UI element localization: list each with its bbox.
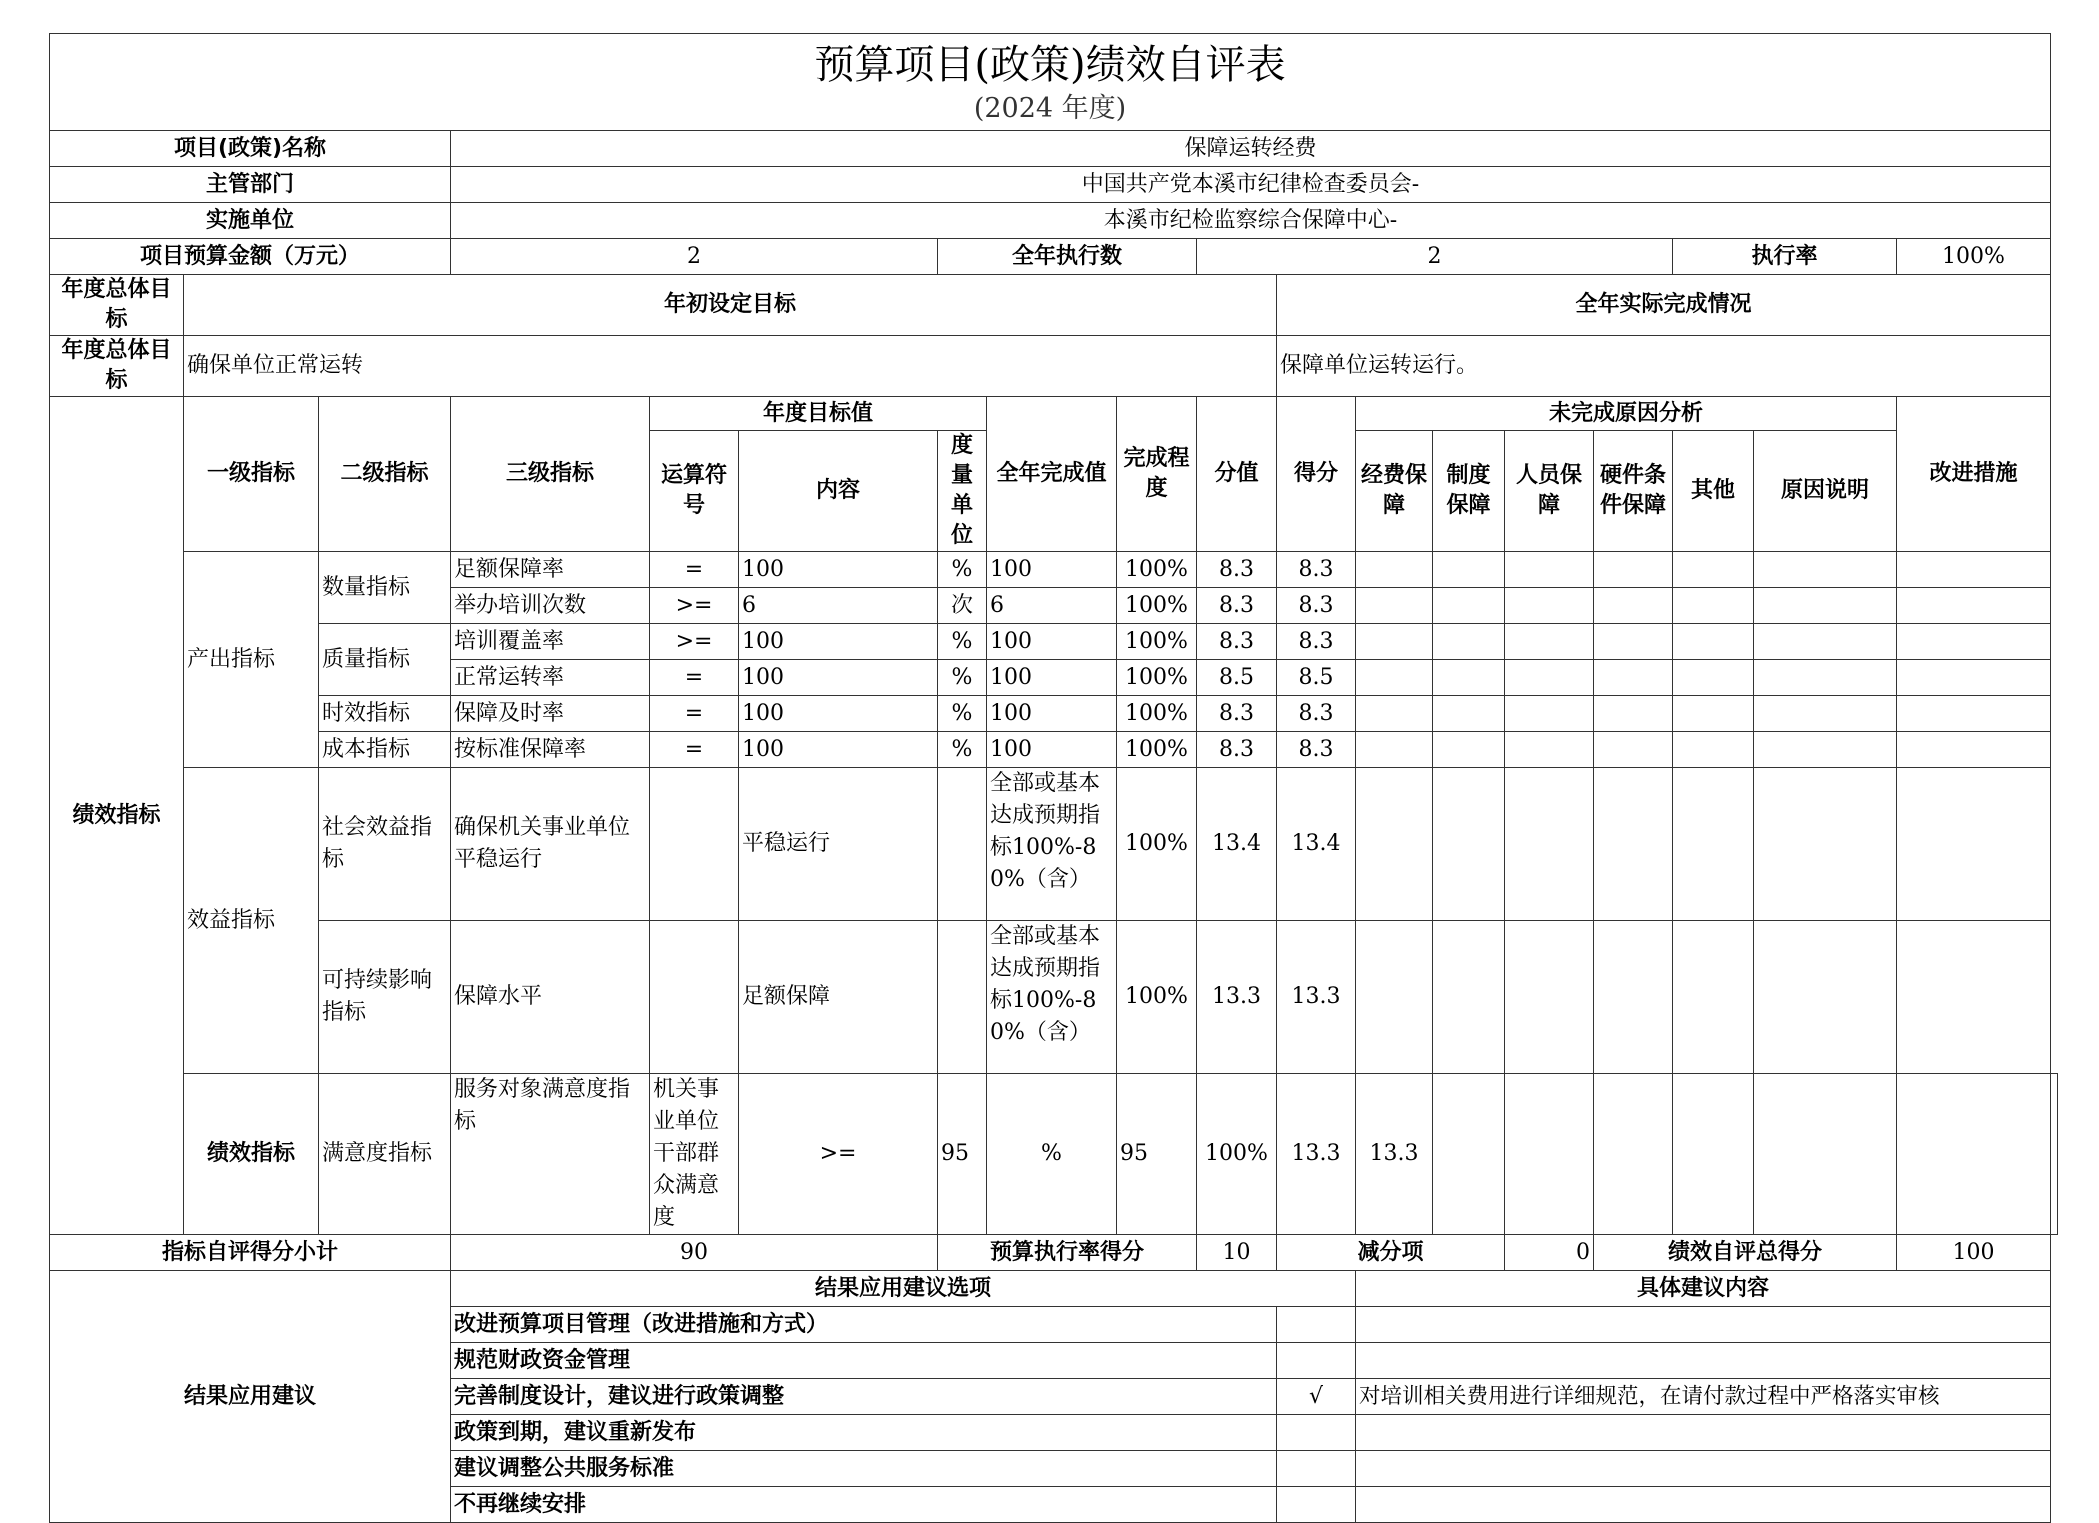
- suggestion-option: 规范财政资金管理: [451, 1343, 1277, 1379]
- reason-cell: [1505, 660, 1594, 696]
- reason-cell: [1505, 552, 1594, 588]
- lvl3-cell: 培训覆盖率: [451, 624, 650, 660]
- degree-cell: 100%: [1117, 624, 1197, 660]
- reason-funding-header: 经费保障: [1356, 431, 1433, 552]
- op-cell: >=: [650, 624, 739, 660]
- content-cell: 足额保障: [739, 921, 938, 1074]
- reason-cell: [1433, 1074, 1505, 1235]
- suggestion-check[interactable]: [1277, 1415, 1356, 1451]
- initial-goal-header: 年初设定目标: [184, 275, 1277, 336]
- lvl3-cell: 机关事业单位干部群众满意度: [650, 1074, 739, 1235]
- budget-score-label: 预算执行率得分: [938, 1235, 1197, 1271]
- reason-cell: [1594, 768, 1673, 921]
- reason-cell: [1754, 660, 1897, 696]
- table-row: [50, 624, 2058, 660]
- got-cell: 8.3: [1277, 732, 1356, 768]
- suggestion-detail: [1356, 1451, 2051, 1487]
- unit-cell: %: [938, 552, 987, 588]
- reason-system-header: 制度保障: [1433, 431, 1505, 552]
- initial-goal-value: 确保单位正常运转: [184, 336, 1277, 397]
- lvl1-header: 一级指标: [184, 397, 319, 552]
- actual-cell: 100: [987, 552, 1117, 588]
- indicator-header-row-1: [50, 397, 2058, 431]
- reason-cell: [1356, 624, 1433, 660]
- reason-cell: [1505, 588, 1594, 624]
- lvl1-cell: 效益指标: [184, 768, 319, 1074]
- reason-cell: [1433, 696, 1505, 732]
- suggestion-option: 不再继续安排: [451, 1487, 1277, 1523]
- got-cell: 8.5: [1277, 660, 1356, 696]
- title-cell: [50, 34, 2051, 131]
- evaluation-sheet: [49, 33, 2058, 1523]
- suggestion-check[interactable]: [1277, 1451, 1356, 1487]
- op-cell: =: [650, 552, 739, 588]
- suggestion-header-row: [50, 1271, 2058, 1307]
- suggestion-option: 政策到期，建议重新发布: [451, 1415, 1277, 1451]
- perf-indicator-label: 绩效指标: [50, 397, 184, 1235]
- unit-cell: [938, 921, 987, 1074]
- reason-cell: [1754, 1074, 1897, 1235]
- evaluation-table: [49, 33, 2058, 1523]
- exec-value: 2: [1197, 239, 1673, 275]
- suggestion-check[interactable]: [1277, 1487, 1356, 1523]
- reason-cell: [1754, 732, 1897, 768]
- reason-cell: [1594, 624, 1673, 660]
- score-cell: 8.3: [1197, 624, 1277, 660]
- reason-hardware-header: 硬件条件保障: [1594, 431, 1673, 552]
- reason-cell: [1433, 624, 1505, 660]
- reason-cell: [1356, 921, 1433, 1074]
- score-header: 分值: [1197, 397, 1277, 552]
- degree-header: 完成程度: [1117, 397, 1197, 552]
- deduct-label: 减分项: [1277, 1235, 1505, 1271]
- degree-cell: 100%: [1117, 552, 1197, 588]
- actual-cell: 100: [987, 696, 1117, 732]
- op-cell: =: [650, 696, 739, 732]
- reason-cell: [1433, 588, 1505, 624]
- reason-cell: [1673, 921, 1754, 1074]
- subtotal-label: 指标自评得分小计: [50, 1235, 451, 1271]
- suggestion-detail: [1356, 1487, 2051, 1523]
- got-cell: 8.3: [1277, 624, 1356, 660]
- unit-cell: %: [938, 732, 987, 768]
- table-row: [50, 921, 2058, 1074]
- goal-value-row: [50, 336, 2058, 397]
- perf-indicator-label-2: 绩效指标: [184, 1074, 319, 1235]
- actual-header: 全年完成值: [987, 397, 1117, 552]
- op-cell: [650, 768, 739, 921]
- suggestion-detail: [1356, 1415, 2051, 1451]
- op-header: 运算符号: [650, 431, 739, 552]
- goal-header-row: [50, 275, 2058, 336]
- reason-cell: [1673, 624, 1754, 660]
- content-cell: 100: [739, 624, 938, 660]
- actual-cell: 100: [987, 732, 1117, 768]
- goal-label-2: 年度总体目标: [50, 336, 184, 397]
- actual-cell: [987, 768, 1117, 921]
- page-title: 预算项目(政策)绩效自评表: [814, 42, 1286, 88]
- reason-cell: [1356, 696, 1433, 732]
- budget-score-value: 10: [1197, 1235, 1277, 1271]
- improve-cell: [1897, 660, 2051, 696]
- project-name-label: 项目(政策)名称: [50, 131, 451, 167]
- lvl2-header: 二级指标: [319, 397, 451, 552]
- content-cell: 100: [739, 660, 938, 696]
- improve-cell: [1897, 921, 2051, 1074]
- lvl2-cell: 成本指标: [319, 732, 451, 768]
- actual-cell: 100: [987, 660, 1117, 696]
- reason-cell: [1594, 696, 1673, 732]
- info-row-name: [50, 131, 2058, 167]
- reason-staff-header: 人员保障: [1505, 431, 1594, 552]
- suggestion-options-header: 结果应用建议选项: [451, 1271, 1356, 1307]
- degree-cell: 100%: [1117, 696, 1197, 732]
- actual-cell: 95: [1117, 1074, 1197, 1235]
- reason-cell: [1433, 921, 1505, 1074]
- reason-cell: [1594, 660, 1673, 696]
- lvl3-header: 三级指标: [451, 397, 650, 552]
- improve-header: 改进措施: [1897, 397, 2051, 552]
- content-header: 内容: [739, 431, 938, 552]
- actual-cell: 100: [987, 624, 1117, 660]
- lvl3-cell: 保障及时率: [451, 696, 650, 732]
- content-cell: 100: [739, 696, 938, 732]
- lvl3-cell: 按标准保障率: [451, 732, 650, 768]
- lvl1-cell: 产出指标: [184, 552, 319, 768]
- op-cell: =: [650, 732, 739, 768]
- page-subtitle: (2024 年度): [973, 93, 1127, 124]
- reason-cell: [1505, 624, 1594, 660]
- reason-cell: [1673, 552, 1754, 588]
- content-cell: 平稳运行: [739, 768, 938, 921]
- improve-cell: [1897, 696, 2051, 732]
- reason-cell: [1505, 696, 1594, 732]
- unit-header: 度量单位: [938, 431, 987, 552]
- op-cell: [650, 921, 739, 1074]
- rate-value: 100%: [1897, 239, 2051, 275]
- info-row-unit: [50, 203, 2058, 239]
- suggestion-check[interactable]: [1277, 1343, 1356, 1379]
- suggestion-check[interactable]: [1277, 1307, 1356, 1343]
- reason-cell: [1594, 732, 1673, 768]
- op-cell: =: [650, 660, 739, 696]
- content-cell: 100: [739, 732, 938, 768]
- improve-cell: [1897, 588, 2051, 624]
- dept-value: 中国共产党本溪市纪律检查委员会-: [451, 167, 2051, 203]
- unit-cell: %: [987, 1074, 1117, 1235]
- lvl3-cell: 举办培训次数: [451, 588, 650, 624]
- degree-cell: 100%: [1197, 1074, 1277, 1235]
- unit-label: 实施单位: [50, 203, 451, 239]
- budget-label: 项目预算金额（万元）: [50, 239, 451, 275]
- lvl3-cell: 正常运转率: [451, 660, 650, 696]
- got-header: 得分: [1277, 397, 1356, 552]
- suggestion-detail: [1356, 1343, 2051, 1379]
- table-row: [50, 732, 2058, 768]
- score-cell: 8.3: [1197, 588, 1277, 624]
- suggestion-option: 建议调整公共服务标准: [451, 1451, 1277, 1487]
- goal-label-1: 年度总体目标: [50, 275, 184, 336]
- reason-cell: [1433, 660, 1505, 696]
- reason-cell: [1505, 768, 1594, 921]
- table-row: [50, 696, 2058, 732]
- rate-label: 执行率: [1673, 239, 1897, 275]
- score-cell: 8.5: [1197, 660, 1277, 696]
- reason-cell: [1673, 1074, 1754, 1235]
- actual-goal-value: 保障单位运转运行。: [1277, 336, 2051, 397]
- op-cell: >=: [739, 1074, 938, 1235]
- suggestion-option: 完善制度设计，建议进行政策调整: [451, 1379, 1277, 1415]
- table-row: [50, 552, 2058, 588]
- reason-cell: [1897, 1074, 2051, 1235]
- reason-cell: [1505, 921, 1594, 1074]
- reason-cell: [1754, 921, 1897, 1074]
- lvl2-text: 服务对象满意度指标: [454, 1077, 631, 1134]
- suggestion-detail: [1356, 1307, 2051, 1343]
- actual-goal-header: 全年实际完成情况: [1277, 275, 2051, 336]
- unit-value: 本溪市纪检监察综合保障中心-: [451, 203, 2051, 239]
- improve-cell: [2051, 1074, 2058, 1235]
- actual-text: 全部或基本达成预期指标100%-80%（含）: [990, 771, 1101, 892]
- reason-cell: [1754, 768, 1897, 921]
- reason-cell: [1433, 732, 1505, 768]
- unit-cell: %: [938, 624, 987, 660]
- score-cell: 13.3: [1197, 921, 1277, 1074]
- budget-value: 2: [451, 239, 938, 275]
- score-cell: 8.3: [1197, 732, 1277, 768]
- suggestion-detail: 对培训相关费用进行详细规范，在请付款过程中严格落实审核: [1356, 1379, 2051, 1415]
- degree-cell: 100%: [1117, 660, 1197, 696]
- content-cell: 100: [739, 552, 938, 588]
- op-cell: >=: [650, 588, 739, 624]
- unit-cell: %: [938, 696, 987, 732]
- reason-cell: [1673, 696, 1754, 732]
- table-row: [50, 1074, 2058, 1235]
- score-cell: 8.3: [1197, 696, 1277, 732]
- content-cell: 95: [938, 1074, 987, 1235]
- got-cell: 13.4: [1277, 768, 1356, 921]
- score-cell: 8.3: [1197, 552, 1277, 588]
- unit-cell: %: [938, 660, 987, 696]
- reason-cell: [1433, 768, 1505, 921]
- reason-note-header: 原因说明: [1754, 431, 1897, 552]
- reason-cell: [1433, 552, 1505, 588]
- reason-cell: [1505, 1074, 1594, 1235]
- exec-label: 全年执行数: [938, 239, 1197, 275]
- info-row-dept: [50, 167, 2058, 203]
- reason-cell: [1594, 921, 1673, 1074]
- got-cell: 13.3: [1277, 921, 1356, 1074]
- reason-cell: [1754, 588, 1897, 624]
- reason-cell: [1673, 588, 1754, 624]
- reason-cell: [1356, 660, 1433, 696]
- deduct-value: 0: [1505, 1235, 1594, 1271]
- dept-label: 主管部门: [50, 167, 451, 203]
- suggestion-label: 结果应用建议: [50, 1271, 451, 1523]
- reason-cell: [1673, 660, 1754, 696]
- reason-cell: [1673, 732, 1754, 768]
- reason-cell: [1594, 1074, 1673, 1235]
- reason-cell: [1356, 588, 1433, 624]
- lvl3-cell: 足额保障率: [451, 552, 650, 588]
- lvl2-cell: 质量指标: [319, 624, 451, 696]
- unit-cell: [938, 768, 987, 921]
- improve-cell: [1897, 732, 2051, 768]
- reason-cell: [1356, 552, 1433, 588]
- lvl3-cell: 保障水平: [451, 921, 650, 1074]
- degree-cell: 100%: [1117, 921, 1197, 1074]
- lvl2-cell: 社会效益指标: [319, 768, 451, 921]
- info-row-budget: [50, 239, 2058, 275]
- reason-cell: [1754, 552, 1897, 588]
- totals-row: [50, 1235, 2058, 1271]
- reason-other-header: 其他: [1673, 431, 1754, 552]
- degree-cell: 100%: [1117, 588, 1197, 624]
- suggestion-option: 改进预算项目管理（改进措施和方式）: [451, 1307, 1277, 1343]
- got-cell: 8.3: [1277, 696, 1356, 732]
- got-cell: 8.3: [1277, 588, 1356, 624]
- suggestion-check[interactable]: √: [1277, 1379, 1356, 1415]
- unit-cell: 次: [938, 588, 987, 624]
- degree-cell: 100%: [1117, 732, 1197, 768]
- total-label: 绩效自评总得分: [1594, 1235, 1897, 1271]
- reason-cell: [1356, 768, 1433, 921]
- actual-cell: 6: [987, 588, 1117, 624]
- lvl2-cell: 时效指标: [319, 696, 451, 732]
- score-cell: 13.3: [1277, 1074, 1356, 1235]
- lvl2-cell: 可持续影响指标: [319, 921, 451, 1074]
- target-group-header: 年度目标值: [650, 397, 987, 431]
- lvl2-cell: 数量指标: [319, 552, 451, 624]
- subtotal-value: 90: [451, 1235, 938, 1271]
- table-row: [50, 768, 2058, 921]
- reason-cell: [1673, 768, 1754, 921]
- score-cell: 13.4: [1197, 768, 1277, 921]
- got-cell: 13.3: [1356, 1074, 1433, 1235]
- total-value: 100: [1897, 1235, 2051, 1271]
- lvl2-cell: [451, 1074, 650, 1235]
- reason-cell: [1754, 624, 1897, 660]
- improve-cell: [1897, 768, 2051, 921]
- lvl3-cell: 确保机关事业单位平稳运行: [451, 768, 650, 921]
- project-name-value: 保障运转经费: [451, 131, 2051, 167]
- got-cell: 8.3: [1277, 552, 1356, 588]
- degree-cell: 100%: [1117, 768, 1197, 921]
- improve-cell: [1897, 624, 2051, 660]
- lvl1-cell: 满意度指标: [319, 1074, 451, 1235]
- reason-cell: [1356, 732, 1433, 768]
- reason-cell: [1594, 588, 1673, 624]
- content-cell: 6: [739, 588, 938, 624]
- reason-group-header: 未完成原因分析: [1356, 397, 1897, 431]
- reason-cell: [1754, 696, 1897, 732]
- suggestion-details-header: 具体建议内容: [1356, 1271, 2051, 1307]
- reason-cell: [1594, 552, 1673, 588]
- actual-text: 全部或基本达成预期指标100%-80%（含）: [990, 924, 1101, 1045]
- actual-cell: [987, 921, 1117, 1074]
- improve-cell: [1897, 552, 2051, 588]
- reason-cell: [1505, 732, 1594, 768]
